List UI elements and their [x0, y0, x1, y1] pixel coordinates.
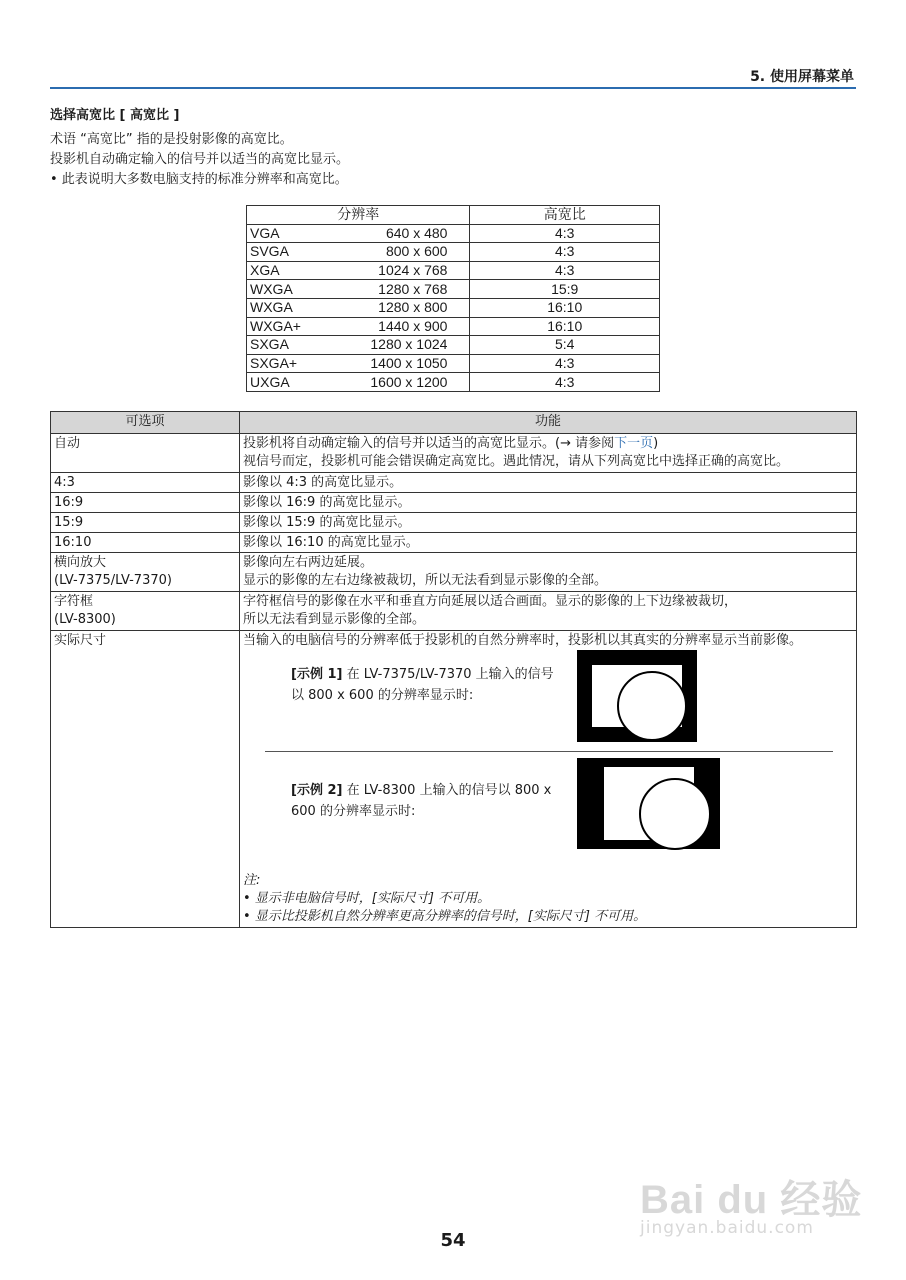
- auto-desc-text: 投影机将自动确定输入的信号并以适当的高宽比显示。(→ 请参阅: [243, 436, 615, 451]
- signal-resolution: 1600 x 1200: [341, 373, 470, 392]
- table-row: [247, 298, 660, 317]
- option-label: 实际尺寸: [51, 631, 240, 928]
- resolution-header: 分辨率: [247, 206, 470, 225]
- option-description: 影像以 16:10 的高宽比显示。: [240, 533, 857, 553]
- option-desc-line: 显示的影像的左右边缘被裁切，所以无法看到显示影像的全部。: [243, 573, 608, 588]
- option-label: 15:9: [51, 513, 240, 533]
- option-label: [51, 592, 240, 631]
- signal-name: SVGA: [247, 243, 342, 262]
- option-label: 16:9: [51, 493, 240, 513]
- option-desc-line: 字符框信号的影像在水平和垂直方向延展以适合画面。显示的影像的上下边缘被裁切，: [243, 594, 738, 609]
- notes: [243, 872, 853, 926]
- image-area: [592, 665, 682, 727]
- signal-ratio: 16:10: [470, 317, 660, 336]
- option-label-line: 字符框: [54, 594, 94, 609]
- next-page-link[interactable]: 下一页: [614, 436, 654, 451]
- table-row: [247, 336, 660, 355]
- table-row: [51, 434, 857, 473]
- intro-line: • 此表说明大多数电脑支持的标准分辨率和高宽比。: [50, 172, 348, 187]
- intro-line: 投影机自动确定输入的信号并以适当的高宽比显示。: [50, 152, 350, 167]
- option-label-models: (LV-7375/LV-7370): [54, 573, 172, 588]
- watermark-logo-text: Bai du 经验: [640, 1178, 863, 1222]
- example-1-desc: 在 LV-7375/LV-7370 上输入的信号以 800 x 600 的分辨率显示时:: [291, 667, 554, 703]
- watermark-url: jingyan.baidu.com: [640, 1218, 814, 1238]
- table-row: [247, 317, 660, 336]
- section-title: 选择高宽比 [ 高宽比 ]: [50, 108, 180, 123]
- table-row: [247, 224, 660, 243]
- signal-ratio: 4:3: [470, 261, 660, 280]
- option-desc-line: 所以无法看到显示影像的全部。: [243, 612, 426, 627]
- option-desc-line: 影像向左右两边延展。: [243, 555, 374, 570]
- option-description: [240, 434, 857, 473]
- option-description: 影像以 4:3 的高宽比显示。: [240, 473, 857, 493]
- signal-name: SXGA+: [247, 354, 342, 373]
- page-header: [50, 68, 856, 89]
- option-label: 4:3: [51, 473, 240, 493]
- table-row: [51, 493, 857, 513]
- example-2-text: [291, 780, 561, 822]
- table-row: [51, 513, 857, 533]
- signal-resolution: 1440 x 900: [341, 317, 470, 336]
- chapter-title: 5. 使用屏幕菜单: [750, 69, 854, 85]
- option-label: 16:10: [51, 533, 240, 553]
- signal-resolution: 640 x 480: [341, 224, 470, 243]
- option-description: [240, 592, 857, 631]
- signal-resolution: 1280 x 800: [341, 298, 470, 317]
- signal-name: VGA: [247, 224, 342, 243]
- signal-resolution: 800 x 600: [341, 243, 470, 262]
- auto-desc-text-2: 视信号而定，投影机可能会错误确定高宽比。遇此情况，请从下列高宽比中选择正确的高宽比。: [243, 454, 790, 469]
- signal-name: WXGA: [247, 280, 342, 299]
- resolution-table-header: [247, 206, 660, 225]
- auto-desc-close: ): [653, 436, 659, 451]
- option-description: 影像以 16:9 的高宽比显示。: [240, 493, 857, 513]
- signal-ratio: 5:4: [470, 336, 660, 355]
- signal-resolution: 1280 x 1024: [341, 336, 470, 355]
- signal-ratio: 15:9: [470, 280, 660, 299]
- signal-name: SXGA: [247, 336, 342, 355]
- intro-text: [50, 130, 349, 190]
- signal-ratio: 4:3: [470, 373, 660, 392]
- table-row: [51, 592, 857, 631]
- example-area: [243, 650, 853, 872]
- signal-ratio: 4:3: [470, 354, 660, 373]
- option-label-models: (LV-8300): [54, 612, 116, 627]
- option-column-header: 可选项: [51, 412, 240, 434]
- table-row: [247, 354, 660, 373]
- example-1-screen-diagram: [577, 650, 697, 742]
- table-row: [51, 553, 857, 592]
- signal-name: WXGA: [247, 298, 342, 317]
- signal-resolution: 1400 x 1050: [341, 354, 470, 373]
- example-2-label: [示例 2]: [291, 783, 343, 798]
- signal-resolution: 1024 x 768: [341, 261, 470, 280]
- signal-ratio: 16:10: [470, 298, 660, 317]
- option-description: 影像以 15:9 的高宽比显示。: [240, 513, 857, 533]
- table-row: [247, 261, 660, 280]
- options-table-header: [51, 412, 857, 434]
- signal-resolution: 1280 x 768: [341, 280, 470, 299]
- image-area: [604, 767, 694, 840]
- option-label-line: 横向放大: [54, 555, 107, 570]
- example-1-label: [示例 1]: [291, 667, 343, 682]
- signal-ratio: 4:3: [470, 224, 660, 243]
- note-item: • 显示非电脑信号时，[实际尺寸] 不可用。: [243, 891, 491, 906]
- table-row: [51, 533, 857, 553]
- table-row: [247, 373, 660, 392]
- circle-shape: [639, 778, 711, 850]
- note-item: • 显示比投影机自然分辨率更高分辨率的信号时，[实际尺寸] 不可用。: [243, 909, 647, 924]
- native-desc: 当输入的电脑信号的分辨率低于投影机的自然分辨率时，投影机以其真实的分辨率显示当前影像。: [243, 633, 803, 648]
- intro-line: 术语 “高宽比” 指的是投射影像的高宽比。: [50, 132, 293, 147]
- example-1-text: [291, 664, 561, 706]
- options-table: [50, 411, 857, 928]
- note-title: 注:: [243, 873, 261, 888]
- ratio-header: 高宽比: [470, 206, 660, 225]
- table-row: [51, 631, 857, 928]
- table-row: [247, 280, 660, 299]
- signal-name: WXGA+: [247, 317, 342, 336]
- table-row: [247, 243, 660, 262]
- function-column-header: 功能: [240, 412, 857, 434]
- signal-name: UXGA: [247, 373, 342, 392]
- option-label: 自动: [51, 434, 240, 473]
- signal-name: XGA: [247, 261, 342, 280]
- page-number: 54: [440, 1230, 466, 1251]
- option-description: [240, 631, 857, 928]
- signal-ratio: 4:3: [470, 243, 660, 262]
- resolution-table: [246, 205, 660, 392]
- option-label: [51, 553, 240, 592]
- example-2-screen-diagram: [577, 758, 720, 849]
- circle-shape: [617, 671, 687, 741]
- table-row: [51, 473, 857, 493]
- example-2-desc: 在 LV-8300 上输入的信号以 800 x 600 的分辨率显示时:: [291, 783, 552, 819]
- option-description: [240, 553, 857, 592]
- divider: [265, 751, 833, 752]
